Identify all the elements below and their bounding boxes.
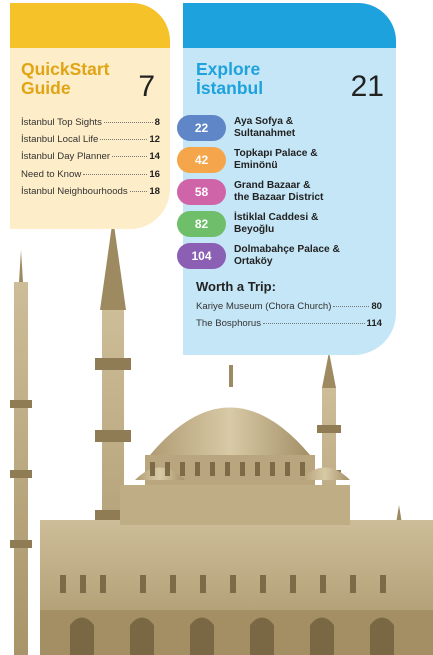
toc-label: İstanbul Local Life: [21, 134, 99, 146]
quickstart-panel: [10, 48, 170, 229]
quickstart-tab: [10, 3, 170, 48]
toc-page: 18: [149, 185, 160, 197]
district-name: İstiklal Caddesi & Beyoğlu: [234, 212, 319, 235]
toc-label: İstanbul Day Planner: [21, 151, 111, 163]
toc-item-top-sights[interactable]: [21, 117, 160, 134]
toc-page: 12: [149, 134, 160, 146]
district-list: [183, 112, 396, 272]
district-name: Dolmabahçe Palace & Ortaköy: [234, 244, 340, 267]
toc-page: 80: [371, 301, 382, 312]
district-page-badge: 82: [177, 211, 226, 237]
district-istiklal[interactable]: [183, 208, 396, 240]
minaret-left: [10, 250, 32, 655]
explore-header: [196, 60, 384, 120]
toc-item-neighbourhoods[interactable]: [21, 186, 160, 203]
quickstart-header: [21, 60, 160, 112]
dot-leader: [104, 122, 153, 123]
district-dolmabahce[interactable]: [183, 240, 396, 272]
dot-leader: [83, 174, 147, 175]
dot-leader: [112, 156, 147, 157]
toc-page: 114: [366, 318, 382, 329]
district-aya-sofya[interactable]: [183, 112, 396, 144]
worth-a-trip-heading: Worth a Trip:: [196, 279, 276, 294]
explore-tab: [183, 3, 396, 48]
quickstart-page-number: 7: [138, 70, 155, 103]
toc-label: İstanbul Top Sights: [21, 117, 102, 128]
toc-label: The Bosphorus: [196, 318, 262, 329]
district-name: Grand Bazaar & the Bazaar District: [234, 180, 324, 203]
district-grand-bazaar[interactable]: [183, 176, 396, 208]
toc-page: 16: [149, 168, 160, 180]
district-page-badge: 42: [177, 147, 226, 173]
toc-label: Kariye Museum (Chora Church): [196, 301, 332, 312]
toc-label: Need to Know: [21, 168, 82, 180]
district-name: Aya Sofya & Sultanahmet: [234, 116, 296, 139]
worth-a-trip-list: [196, 301, 382, 335]
district-name: Topkapı Palace & Eminönü: [234, 148, 318, 171]
toc-page: 8: [154, 117, 160, 128]
toc-item-need-to-know[interactable]: [21, 169, 160, 186]
toc-label: İstanbul Neighbourhoods: [21, 185, 128, 197]
dot-leader: [100, 139, 147, 140]
toc-item-kariye-museum[interactable]: [196, 301, 382, 318]
toc-item-bosphorus[interactable]: [196, 318, 382, 335]
district-page-badge: 22: [177, 115, 226, 141]
toc-item-day-planner[interactable]: [21, 151, 160, 168]
quickstart-toc: [21, 117, 160, 203]
explore-title: Explore İstanbul: [196, 59, 264, 98]
dot-leader: [130, 191, 148, 192]
toc-page: 14: [149, 151, 160, 163]
toc-item-local-life[interactable]: [21, 134, 160, 151]
district-page-badge: 104: [177, 243, 226, 269]
district-topkapi[interactable]: [183, 144, 396, 176]
quickstart-title: QuickStart Guide: [21, 59, 110, 98]
dot-leader: [333, 306, 369, 307]
explore-panel: [183, 48, 396, 355]
district-page-badge: 58: [177, 179, 226, 205]
explore-page-number: 21: [350, 70, 384, 103]
dot-leader: [263, 323, 364, 324]
